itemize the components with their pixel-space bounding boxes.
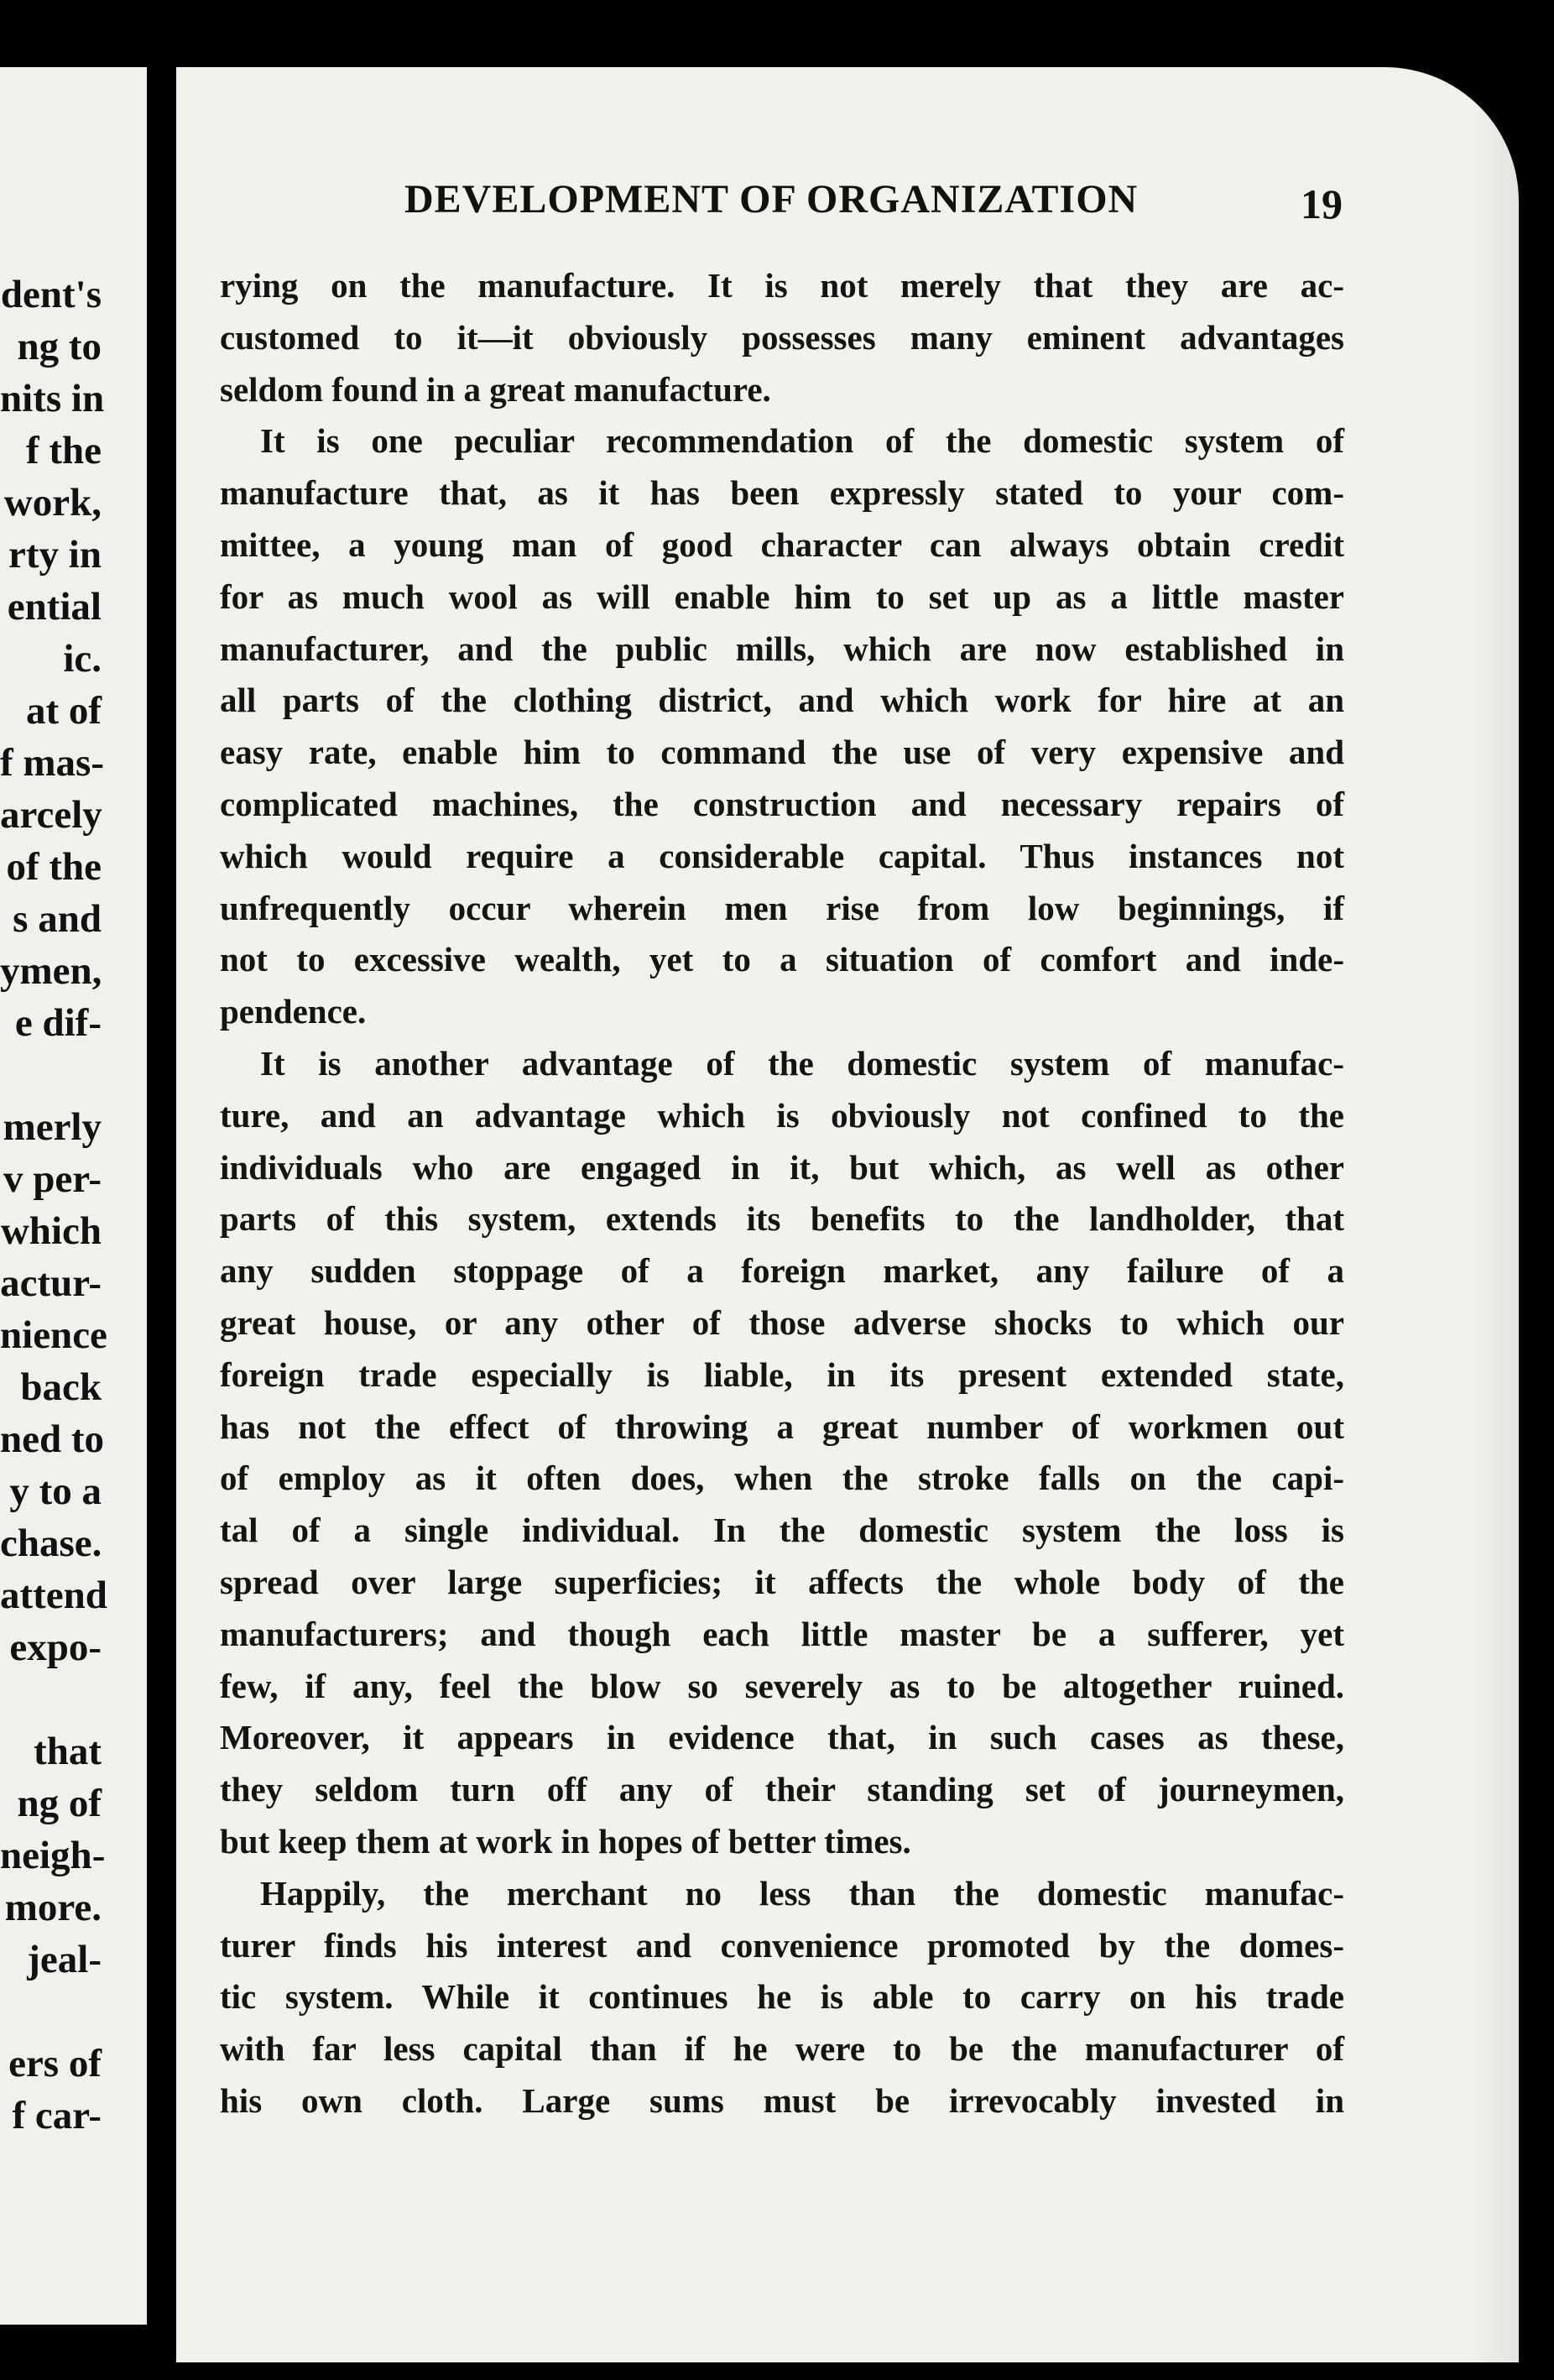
left-fragment-line: ymen, xyxy=(0,949,102,993)
left-fragment-line: ic. xyxy=(63,637,102,681)
left-fragment-line: y to a xyxy=(9,1469,102,1513)
left-fragment-line: s and xyxy=(13,897,102,941)
left-fragment-line: that xyxy=(34,1730,102,1773)
text-line: great house, or any other of those adverse shocks to which our xyxy=(220,1302,1344,1342)
text-line: but keep them at work in hopes of better times. xyxy=(220,1821,911,1861)
left-fragment-line: f the xyxy=(25,429,102,472)
text-line: pendence. xyxy=(220,992,367,1031)
text-line: mittee, a young man of good character can always obtain credit xyxy=(220,525,1344,564)
text-line: It is one peculiar recommendation of the domestic system of xyxy=(260,421,1344,461)
left-fragment-line: actur- xyxy=(0,1261,102,1305)
left-fragment-line: nience xyxy=(0,1313,107,1357)
left-page-fragment xyxy=(0,67,147,2325)
left-fragment-line: jeal- xyxy=(27,1938,102,1981)
text-line: they seldom turn off any of their standing set of journeymen, xyxy=(220,1770,1344,1809)
text-line: of employ as it often does, when the stroke falls on the capi- xyxy=(220,1459,1344,1498)
text-line: for as much wool as will enable him to set up as a little master xyxy=(220,577,1344,616)
text-line: rying on the manufacture. It is not merely that they are ac- xyxy=(220,266,1344,305)
left-fragment-line: chase. xyxy=(0,1521,102,1565)
text-line: parts of this system, extends its benefits to the landholder, that xyxy=(220,1199,1344,1239)
left-page-text xyxy=(0,269,147,2142)
book-page xyxy=(176,67,1519,2362)
text-line: tal of a single individual. In the domestic system the loss is xyxy=(220,1511,1344,1550)
text-line: manufacturers; and though each little master be a sufferer, yet xyxy=(220,1614,1344,1653)
text-line: all parts of the clothing district, and which work for hire at an xyxy=(220,681,1344,720)
text-line: which would require a considerable capital. Thus instances not xyxy=(220,836,1344,875)
text-line: with far less capital than if he were to be the manufacturer of xyxy=(220,2029,1344,2069)
running-head-title: DEVELOPMENT OF ORGANIZATION xyxy=(404,177,1139,222)
left-fragment-line: f mas- xyxy=(0,741,104,785)
left-fragment-line: more. xyxy=(4,1886,102,1929)
text-line: manufacture that, as it has been expressly stated to your com- xyxy=(220,473,1344,513)
text-line: has not the effect of throwing a great number of workmen out xyxy=(220,1407,1344,1446)
left-fragment-line: which xyxy=(0,1209,102,1253)
text-line: Moreover, it appears in evidence that, in such cases as these, xyxy=(220,1718,1344,1757)
left-fragment-line: e dif- xyxy=(14,1001,102,1045)
text-line: turer finds his interest and convenience promoted by the domes- xyxy=(220,1925,1344,1965)
text-line: his own cloth. Large sums must be irrevocably invested in xyxy=(220,2080,1344,2120)
left-fragment-line: ng to xyxy=(17,325,102,368)
left-fragment-line: v per- xyxy=(3,1157,102,1201)
left-fragment-line: back xyxy=(20,1365,102,1409)
text-line: It is another advantage of the domestic system of manufac- xyxy=(260,1043,1344,1083)
left-fragment-line: work, xyxy=(3,481,102,525)
left-fragment-line: merly xyxy=(3,1105,102,1149)
left-fragment-line: arcely xyxy=(0,793,102,837)
text-line: customed to it—it obviously possesses many eminent advantages xyxy=(220,317,1344,357)
left-fragment-line: of the xyxy=(6,845,102,889)
body-text xyxy=(220,260,1344,2127)
left-fragment-line: ned to xyxy=(0,1417,105,1461)
left-fragment-line: ers of xyxy=(8,2042,102,2085)
left-fragment-line: rty in xyxy=(8,533,102,577)
text-line: Happily, the merchant no less than the domestic manufac- xyxy=(260,1873,1344,1913)
text-line: ture, and an advantage which is obviously not confined to the xyxy=(220,1095,1344,1135)
running-head xyxy=(176,176,1485,235)
text-line: manufacturer, and the public mills, which are now established in xyxy=(220,629,1344,668)
left-fragment-line: f car- xyxy=(12,2094,102,2137)
left-fragment-line: expo- xyxy=(9,1626,102,1669)
text-line: unfrequently occur wherein men rise from low beginnings, if xyxy=(220,888,1344,927)
text-line: any sudden stoppage of a foreign market, any failure of a xyxy=(220,1251,1344,1291)
left-fragment-line: dent's xyxy=(0,273,102,316)
text-line: foreign trade especially is liable, in its present extended state, xyxy=(220,1354,1344,1394)
text-line: easy rate, enable him to command the use of very expensive and xyxy=(220,733,1344,772)
left-fragment-line xyxy=(0,1673,147,1725)
left-fragment-line: nits in xyxy=(0,377,105,420)
text-line: not to excessive wealth, yet to a situation of comfort and inde- xyxy=(220,940,1344,979)
text-line: spread over large superficies; it affects the whole body of the xyxy=(220,1562,1344,1601)
text-line: seldom found in a great manufacture. xyxy=(220,369,771,409)
left-fragment-line: at of xyxy=(25,689,102,733)
text-line: individuals who are engaged in it, but which, as well as other xyxy=(220,1147,1344,1187)
left-fragment-line xyxy=(0,1986,147,2038)
left-fragment-line xyxy=(0,1049,147,1101)
text-line: few, if any, feel the blow so severely as to be altogether ruined. xyxy=(220,1666,1344,1705)
left-fragment-line: ng of xyxy=(17,1782,102,1825)
text-line: tic system. While it continues he is able to carry on his trade xyxy=(220,1977,1344,2017)
text-line: complicated machines, the construction and necessary repairs of xyxy=(220,784,1344,823)
page-number: 19 xyxy=(1301,180,1343,227)
left-fragment-line: attend xyxy=(0,1574,107,1617)
left-fragment-line: neigh- xyxy=(0,1834,106,1877)
left-fragment-line: ential xyxy=(7,585,102,629)
